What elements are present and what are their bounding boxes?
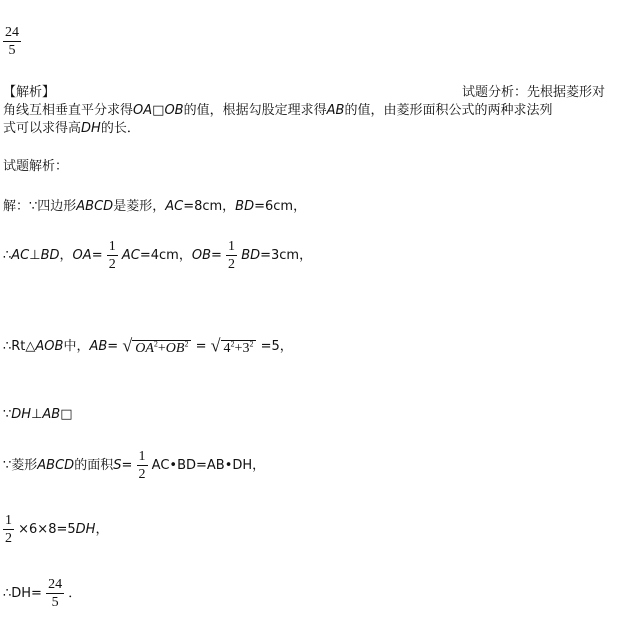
fraction-denominator: 2 bbox=[5, 531, 12, 546]
step-text: =3cm， bbox=[260, 248, 313, 263]
equals-sign: = bbox=[91, 248, 103, 263]
fraction-numerator: 24 bbox=[48, 577, 63, 592]
step-text: =5， bbox=[260, 338, 293, 354]
analysis-heading: 【解析】 bbox=[3, 85, 56, 100]
area-expression: AC•BD bbox=[151, 458, 196, 473]
solution-step-6 bbox=[3, 512, 108, 548]
step-text: ×6×8=5 bbox=[18, 522, 76, 537]
step-text: 的面积 bbox=[74, 458, 114, 473]
equals-sign: = bbox=[195, 338, 207, 354]
var-bd: BD bbox=[40, 248, 60, 263]
half-fraction bbox=[137, 448, 148, 483]
solution-step-2 bbox=[3, 238, 312, 274]
answer-fraction bbox=[3, 24, 21, 59]
step-text: ∴DH= bbox=[3, 586, 42, 601]
step-text: 中， bbox=[63, 338, 90, 354]
var-abcd: ABCD bbox=[76, 199, 114, 214]
var-ac: AC bbox=[11, 248, 30, 263]
plus-sign: + bbox=[234, 340, 243, 356]
step-text: 是菱形， bbox=[113, 199, 166, 214]
step-text: ∴ bbox=[3, 248, 12, 263]
var-oa: OA bbox=[133, 103, 153, 118]
step-text: ， bbox=[59, 248, 73, 263]
missing-glyph: □ bbox=[152, 103, 165, 118]
var-ab: AB bbox=[89, 338, 108, 354]
exponent: 2 bbox=[184, 339, 189, 348]
var-bd: BD bbox=[241, 248, 261, 263]
var-ab: AB bbox=[42, 407, 61, 422]
equals-sign: = bbox=[121, 458, 133, 473]
analysis-line-3 bbox=[3, 120, 140, 138]
var-ac: AC bbox=[121, 248, 140, 263]
answer-denominator: 5 bbox=[8, 43, 16, 58]
step-text: ∵菱形 bbox=[3, 458, 38, 473]
final-fraction bbox=[46, 576, 64, 611]
step-text: ∴Rt△ bbox=[3, 338, 36, 354]
perp-symbol: ⊥ bbox=[29, 248, 41, 263]
step-text: ， bbox=[252, 458, 266, 473]
var-dh: DH bbox=[75, 522, 96, 537]
solution-step-1 bbox=[3, 198, 306, 216]
exponent: 2 bbox=[230, 339, 235, 348]
fraction-denominator: 2 bbox=[228, 257, 236, 272]
var-oa: OA bbox=[72, 248, 92, 263]
half-fraction bbox=[3, 512, 14, 547]
analysis-summary-lead: 试题分析：先根据菱形对 bbox=[462, 85, 606, 100]
half-fraction bbox=[107, 238, 118, 273]
var-bd: BD bbox=[235, 199, 255, 214]
var-ac: AC bbox=[165, 199, 184, 214]
step-text: =8cm， bbox=[183, 199, 236, 214]
step-text: =4cm， bbox=[139, 248, 192, 263]
solution-step-7 bbox=[3, 576, 81, 612]
solution-step-4 bbox=[3, 406, 73, 424]
fraction-denominator: 5 bbox=[51, 595, 59, 610]
analysis-text: 的长． bbox=[100, 121, 140, 136]
exponent: 2 bbox=[153, 339, 158, 348]
number: 3 bbox=[242, 340, 250, 356]
answer-numerator: 24 bbox=[5, 25, 19, 40]
var-aob: AOB bbox=[35, 338, 64, 354]
step-text: 解：∵四边形 bbox=[3, 199, 77, 214]
fraction-numerator: 1 bbox=[5, 513, 12, 528]
analysis-line-2 bbox=[3, 102, 552, 120]
sqrt-expression-2: √ $4^2+3^2$ bbox=[211, 330, 257, 363]
step-text: ∵ bbox=[3, 407, 12, 422]
fraction-numerator: 1 bbox=[228, 239, 236, 254]
plus-sign: + bbox=[157, 340, 166, 356]
fraction-denominator: 2 bbox=[138, 467, 146, 482]
equals-sign: = bbox=[196, 458, 207, 473]
perp-symbol: ⊥ bbox=[31, 407, 43, 422]
half-fraction bbox=[226, 238, 237, 273]
analysis-text: 的值，由菱形面积公式的两种求法列 bbox=[344, 103, 553, 118]
var-ob: OB bbox=[164, 103, 184, 118]
var-dh: DH bbox=[11, 407, 32, 422]
fraction-numerator: 1 bbox=[138, 449, 146, 464]
var-ob: OB bbox=[191, 248, 211, 263]
solution-title: 试题解析： bbox=[3, 159, 69, 174]
var-dh: DH bbox=[81, 121, 101, 136]
number: 4 bbox=[223, 340, 231, 356]
fraction-numerator: 1 bbox=[108, 239, 116, 254]
var-ob: OB bbox=[165, 340, 185, 356]
step-text: ． bbox=[68, 586, 82, 601]
step-text: ， bbox=[95, 522, 109, 537]
sqrt-expression-1: √ $OA^2+OB^2$ bbox=[122, 330, 191, 363]
var-ab: AB bbox=[326, 103, 345, 118]
var-abcd: ABCD bbox=[37, 458, 75, 473]
var-oa: OA bbox=[135, 340, 154, 356]
exponent: 2 bbox=[249, 339, 254, 348]
var-s: S bbox=[113, 458, 122, 473]
fraction-denominator: 2 bbox=[108, 257, 116, 272]
equals-sign: = bbox=[211, 248, 222, 263]
analysis-text: 式可以求得高 bbox=[3, 121, 82, 136]
missing-glyph: □ bbox=[60, 407, 73, 422]
analysis-text: 的值，根据勾股定理求得 bbox=[183, 103, 327, 118]
step-text: =6cm， bbox=[254, 199, 307, 214]
solution-step-3 bbox=[3, 330, 293, 363]
solution-step-5 bbox=[3, 448, 265, 484]
analysis-text: 角线互相垂直平分求得 bbox=[3, 103, 134, 118]
equals-sign: = bbox=[107, 338, 119, 354]
area-expression: AB•DH bbox=[206, 458, 253, 473]
